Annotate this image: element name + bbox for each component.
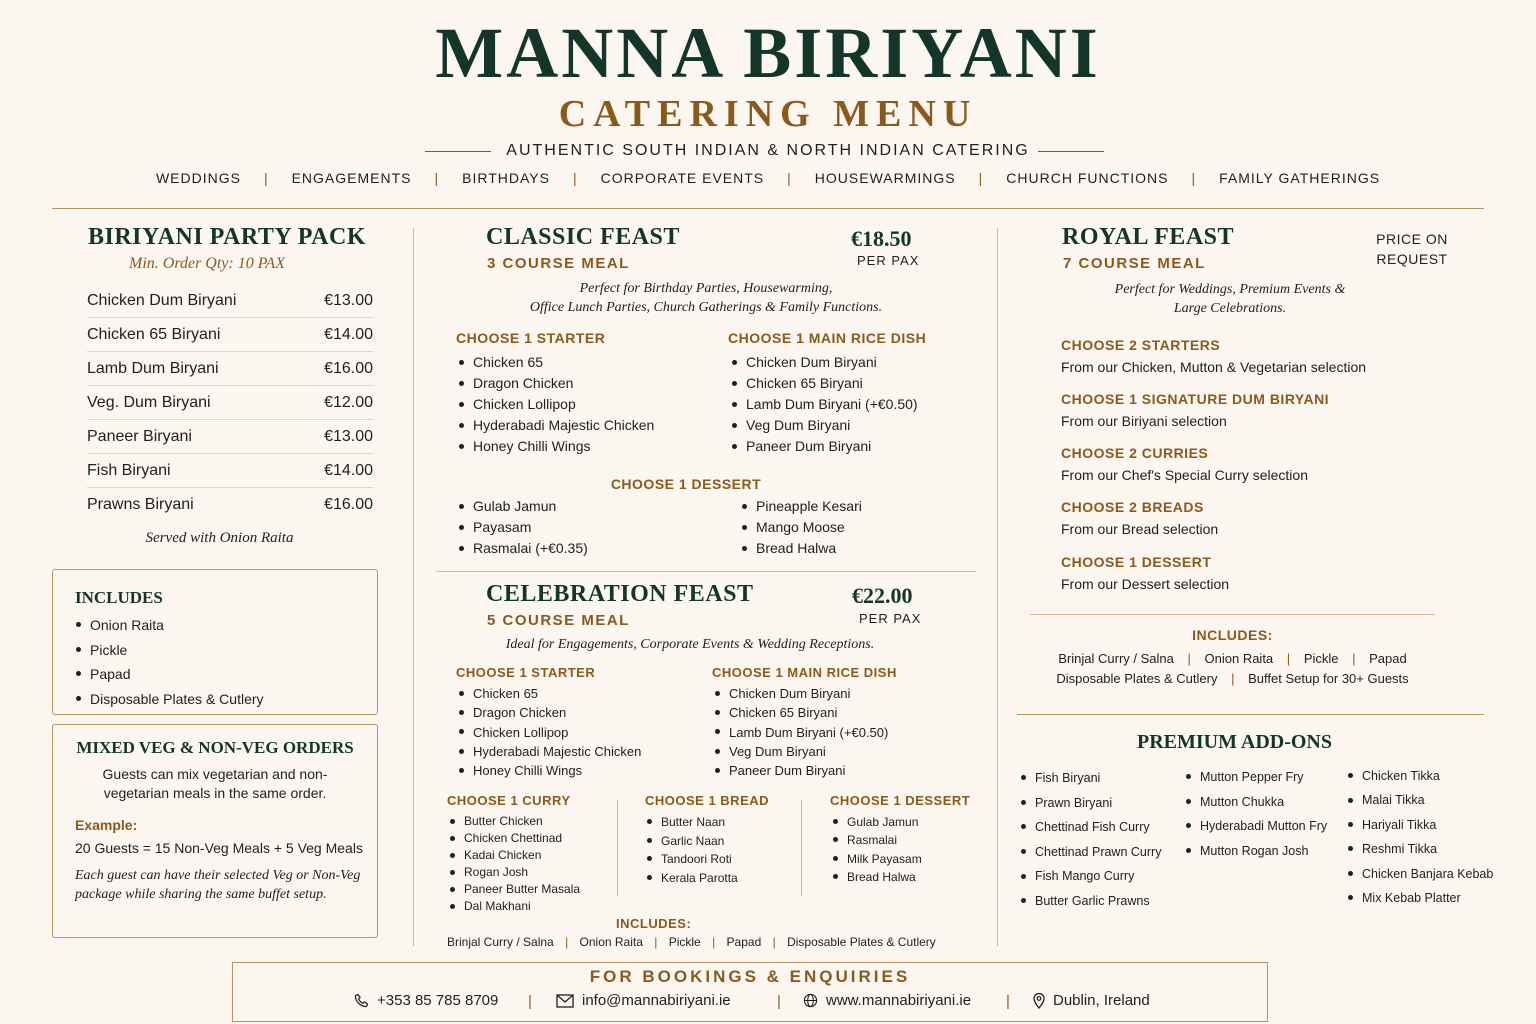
column-divider (617, 800, 618, 896)
list-item (87, 488, 373, 522)
brand-title: MANNA BIRIYANI (435, 13, 1101, 93)
list-item: Dragon Chicken (457, 703, 641, 722)
event-item: FAMILY GATHERINGS (1219, 170, 1381, 186)
party-pack-title: BIRIYANI PARTY PACK (88, 224, 367, 250)
item-name: Veg. Dum Biryani (87, 393, 211, 411)
section-divider (1017, 714, 1484, 715)
item-name: Prawns Biryani (87, 496, 194, 513)
bread-heading: CHOOSE 1 BREAD (645, 793, 770, 808)
include-item: Papad (726, 935, 762, 949)
list-item (87, 352, 373, 386)
classic-feast-title: CLASSIC FEAST (486, 224, 680, 250)
list-item: Honey Chilli Wings (457, 436, 654, 457)
list-item: Pickle (74, 638, 264, 663)
dessert-heading: CHOOSE 1 DESSERT (610, 476, 762, 492)
list-item: Hyderabadi Majestic Chicken (457, 742, 641, 761)
royal-choice-text: From our Biriyani selection (1061, 413, 1227, 429)
list-item: Hyderabadi Mutton Fry (1184, 814, 1327, 839)
royal-choice-text: From our Chef's Special Curry selection (1061, 467, 1308, 483)
include-item: Brinjal Curry / Salna (447, 935, 554, 949)
event-item: BIRTHDAYS (462, 170, 550, 186)
list-item: Chicken Dum Biryani (730, 352, 918, 373)
celebration-feast-title: CELEBRATION FEAST (486, 581, 754, 607)
tagline: AUTHENTIC SOUTH INDIAN & NORTH INDIAN CATERING (506, 142, 1030, 159)
list-item: Hyderabadi Majestic Chicken (457, 415, 654, 436)
list-item: Chicken 65 Biryani (730, 373, 918, 394)
royal-choice-text: From our Dessert selection (1061, 576, 1230, 592)
starter-list (457, 684, 641, 780)
royal-choice-heading: CHOOSE 2 CURRIES (1061, 445, 1209, 461)
list-item: Chicken 65 Biryani (713, 703, 888, 722)
includes-title: INCLUDES (75, 588, 163, 607)
list-item: Gulab Jamun (831, 813, 922, 831)
phone-number[interactable]: +353 85 785 8709 (377, 992, 499, 1009)
list-item: Chettinad Prawn Curry (1019, 840, 1161, 865)
phone-contact[interactable] (354, 992, 498, 1009)
addons-title: PREMIUM ADD-ONS (1137, 731, 1332, 753)
list-item: Veg Dum Biryani (730, 415, 918, 436)
royal-feast-title: ROYAL FEAST (1062, 224, 1234, 250)
list-item: Bread Halwa (831, 868, 922, 886)
per-pax-label: PER PAX (859, 611, 922, 626)
list-item: Chicken Chettinad (448, 830, 580, 847)
list-item: Veg Dum Biryani (713, 742, 888, 761)
celebration-feast-subtitle: 5 COURSE MEAL (487, 612, 630, 629)
list-item: Rasmalai (831, 831, 922, 849)
separator: | (712, 935, 716, 949)
list-item: Mutton Pepper Fry (1184, 765, 1327, 790)
celebration-feast-desc: Ideal for Engagements, Corporate Events & Wedding Receptions. (505, 637, 875, 652)
classic-feast-subtitle: 3 COURSE MEAL (487, 255, 630, 272)
menu-title: CATERING MENU (558, 93, 978, 135)
list-item: Lamb Dum Biryani (+€0.50) (730, 394, 918, 415)
royal-feast-desc: Large Celebrations. (1173, 301, 1287, 316)
list-item: Garlic Naan (645, 832, 738, 851)
list-item: Tandoori Roti (645, 850, 738, 869)
section-divider (1030, 614, 1435, 615)
item-name: Chicken Dum Biryani (87, 291, 237, 309)
price-line: REQUEST (1376, 251, 1448, 267)
addons-list (1184, 765, 1327, 863)
starter-list (457, 352, 654, 457)
list-item: Chicken Lollipop (457, 723, 641, 742)
list-item: Mix Kebab Platter (1346, 886, 1493, 910)
price-line: PRICE ON (1376, 231, 1448, 247)
separator: | (1286, 651, 1291, 666)
separator: | (978, 170, 984, 186)
separator: | (1191, 170, 1197, 186)
email-contact[interactable] (556, 992, 731, 1009)
list-item: Kadai Chicken (448, 847, 580, 864)
list-item: Butter Garlic Prawns (1019, 889, 1161, 914)
list-item: Malai Tikka (1346, 788, 1493, 812)
separator: | (777, 993, 781, 1010)
includes-row (1010, 671, 1455, 686)
list-item: Rasmalai (+€0.35) (457, 538, 588, 559)
item-name: Fish Biryani (87, 461, 171, 479)
event-item: HOUSEWARMINGS (814, 170, 956, 186)
main-dish-heading: CHOOSE 1 MAIN RICE DISH (712, 665, 897, 680)
starter-heading: CHOOSE 1 STARTER (456, 665, 596, 680)
column-divider (997, 228, 998, 946)
list-item: Dal Makhani (448, 898, 580, 915)
item-price: €14.00 (324, 461, 373, 479)
website-link[interactable]: www.mannabiriyani.ie (826, 992, 972, 1009)
separator: | (1231, 671, 1235, 686)
item-name: Paneer Biryani (87, 427, 192, 445)
header-divider (52, 208, 1484, 209)
list-item: Chicken Dum Biryani (713, 684, 888, 703)
list-item: Mutton Rogan Josh (1184, 839, 1327, 864)
list-item (87, 318, 373, 352)
separator: | (772, 935, 776, 949)
dessert-list (740, 496, 862, 559)
event-types (0, 170, 1536, 186)
includes-row (1010, 651, 1455, 666)
list-item: Chicken Tikka (1346, 764, 1493, 788)
item-price: €13.00 (324, 427, 373, 445)
event-item: ENGAGEMENTS (291, 170, 412, 186)
list-item: Onion Raita (74, 613, 264, 638)
example-text: 20 Guests = 15 Non-Veg Meals + 5 Veg Meals (75, 840, 363, 856)
royal-choice-heading: CHOOSE 2 STARTERS (1061, 337, 1221, 353)
list-item (87, 284, 373, 318)
item-price: €16.00 (324, 496, 373, 513)
royal-feast-subtitle: 7 COURSE MEAL (1063, 255, 1206, 272)
event-item: WEDDINGS (155, 170, 241, 186)
main-dish-list (713, 684, 888, 780)
location-text: Dublin, Ireland (1053, 992, 1150, 1009)
list-item: Chicken 65 (457, 684, 641, 703)
separator: | (1187, 651, 1191, 666)
list-item: Honey Chilli Wings (457, 761, 641, 780)
royal-choice-heading: CHOOSE 2 BREADS (1061, 499, 1204, 515)
celebration-feast-price: €22.00 (852, 583, 913, 608)
list-item: Mutton Chukka (1184, 790, 1327, 815)
globe-icon (803, 993, 818, 1008)
location-contact (1033, 992, 1150, 1009)
dessert-list (831, 813, 922, 886)
includes-row (447, 935, 936, 949)
section-divider (436, 571, 976, 572)
location-pin-icon (1033, 993, 1045, 1009)
list-item (87, 386, 373, 420)
include-item: Disposable Plates & Cutlery (787, 935, 936, 949)
item-name: Chicken 65 Biryani (87, 325, 221, 343)
phone-icon (354, 993, 369, 1008)
min-order: Min. Order Qty: 10 PAX (129, 255, 285, 272)
include-item: Pickle (1303, 651, 1339, 666)
include-item: Onion Raita (579, 935, 643, 949)
bread-list (645, 813, 738, 887)
list-item (87, 420, 373, 454)
list-item: Mango Moose (740, 517, 862, 538)
starter-heading: CHOOSE 1 STARTER (456, 330, 606, 346)
list-item: Chettinad Fish Curry (1019, 815, 1161, 840)
footer-title: FOR BOOKINGS & ENQUIRIES (589, 967, 911, 986)
party-pack-note: Served with Onion Raita (145, 530, 294, 546)
mixed-orders-note: Each guest can have their selected Veg or Non-Veg package while sharing the same buffet setup. (75, 868, 361, 902)
list-item: Bread Halwa (740, 538, 862, 559)
item-price: €13.00 (324, 291, 373, 309)
separator: | (1352, 651, 1356, 666)
list-item: Dragon Chicken (457, 373, 654, 394)
list-item: Disposable Plates & Cutlery (74, 687, 264, 712)
includes-heading: INCLUDES: (616, 916, 692, 931)
event-item: CHURCH FUNCTIONS (1006, 170, 1169, 186)
separator: | (787, 170, 792, 186)
list-item: Chicken Banjara Kebab (1346, 862, 1493, 886)
separator: | (528, 993, 532, 1010)
curry-heading: CHOOSE 1 CURRY (447, 793, 571, 808)
include-item: Papad (1369, 651, 1407, 666)
list-item: Payasam (457, 517, 588, 538)
item-name: Lamb Dum Biryani (87, 359, 219, 377)
classic-feast-price: €18.50 (851, 226, 912, 251)
list-item: Pineapple Kesari (740, 496, 862, 517)
list-item: Papad (74, 662, 264, 687)
include-item: Onion Raita (1204, 651, 1274, 666)
column-divider (413, 228, 414, 946)
list-item: Chicken Lollipop (457, 394, 654, 415)
list-item: Lamb Dum Biryani (+€0.50) (713, 723, 888, 742)
column-divider (801, 800, 802, 896)
list-item: Fish Biryani (1019, 766, 1161, 791)
example-label: Example: (75, 817, 138, 833)
list-item: Fish Mango Curry (1019, 864, 1161, 889)
main-dish-list (730, 352, 918, 457)
list-item: Kerala Parotta (645, 869, 738, 888)
classic-feast-desc: Office Lunch Parties, Church Gatherings & Family Functions. (529, 300, 883, 315)
separator: | (434, 170, 440, 186)
email-link[interactable]: info@mannabiriyani.ie (582, 992, 731, 1009)
item-price: €16.00 (324, 359, 373, 377)
dessert-heading: CHOOSE 1 DESSERT (830, 793, 971, 808)
list-item: Butter Chicken (448, 813, 580, 830)
per-pax-label: PER PAX (857, 253, 920, 268)
curry-list (448, 813, 580, 915)
mixed-orders-title: MIXED VEG & NON-VEG ORDERS (76, 738, 354, 757)
separator: | (654, 935, 658, 949)
list-item: Hariyali Tikka (1346, 813, 1493, 837)
main-dish-heading: CHOOSE 1 MAIN RICE DISH (728, 330, 927, 346)
royal-choice-heading: CHOOSE 1 DESSERT (1061, 554, 1212, 570)
list-item: Butter Naan (645, 813, 738, 832)
list-item: Chicken 65 (457, 352, 654, 373)
separator: | (263, 170, 269, 186)
separator: | (1006, 993, 1010, 1010)
includes-heading: INCLUDES: (1192, 627, 1273, 643)
separator: | (572, 170, 578, 186)
include-item: Disposable Plates & Cutlery (1056, 671, 1218, 686)
list-item: Reshmi Tikka (1346, 837, 1493, 861)
mixed-orders-text: Guests can mix vegetarian and non-vegetarian meals in the same order. (102, 766, 328, 801)
addons-list (1346, 764, 1493, 910)
list-item: Paneer Dum Biryani (713, 761, 888, 780)
include-item: Brinjal Curry / Salna (1058, 651, 1174, 666)
website-contact[interactable] (803, 992, 971, 1009)
event-item: CORPORATE EVENTS (600, 170, 765, 186)
royal-choice-heading: CHOOSE 1 SIGNATURE DUM BIRYANI (1061, 391, 1330, 407)
classic-feast-desc: Perfect for Birthday Parties, Housewarming, (579, 281, 833, 296)
royal-choice-text: From our Bread selection (1061, 521, 1219, 537)
item-price: €14.00 (324, 325, 373, 343)
separator: | (565, 935, 569, 949)
mail-icon (556, 994, 574, 1008)
include-item: Buffet Setup for 30+ Guests (1248, 671, 1409, 686)
include-item: Pickle (668, 935, 701, 949)
item-price: €12.00 (324, 393, 373, 411)
royal-choice-text: From our Chicken, Mutton & Vegetarian selection (1061, 359, 1367, 375)
royal-feast-desc: Perfect for Weddings, Premium Events & (1114, 282, 1346, 297)
royal-feast-price (1360, 229, 1464, 269)
dessert-list (457, 496, 588, 559)
list-item: Milk Payasam (831, 850, 922, 868)
list-item: Gulab Jamun (457, 496, 588, 517)
list-item (87, 454, 373, 488)
list-item: Rogan Josh (448, 864, 580, 881)
includes-list (74, 613, 264, 711)
list-item: Prawn Biryani (1019, 791, 1161, 816)
addons-list (1019, 766, 1161, 914)
list-item: Paneer Butter Masala (448, 881, 580, 898)
list-item: Paneer Dum Biryani (730, 436, 918, 457)
